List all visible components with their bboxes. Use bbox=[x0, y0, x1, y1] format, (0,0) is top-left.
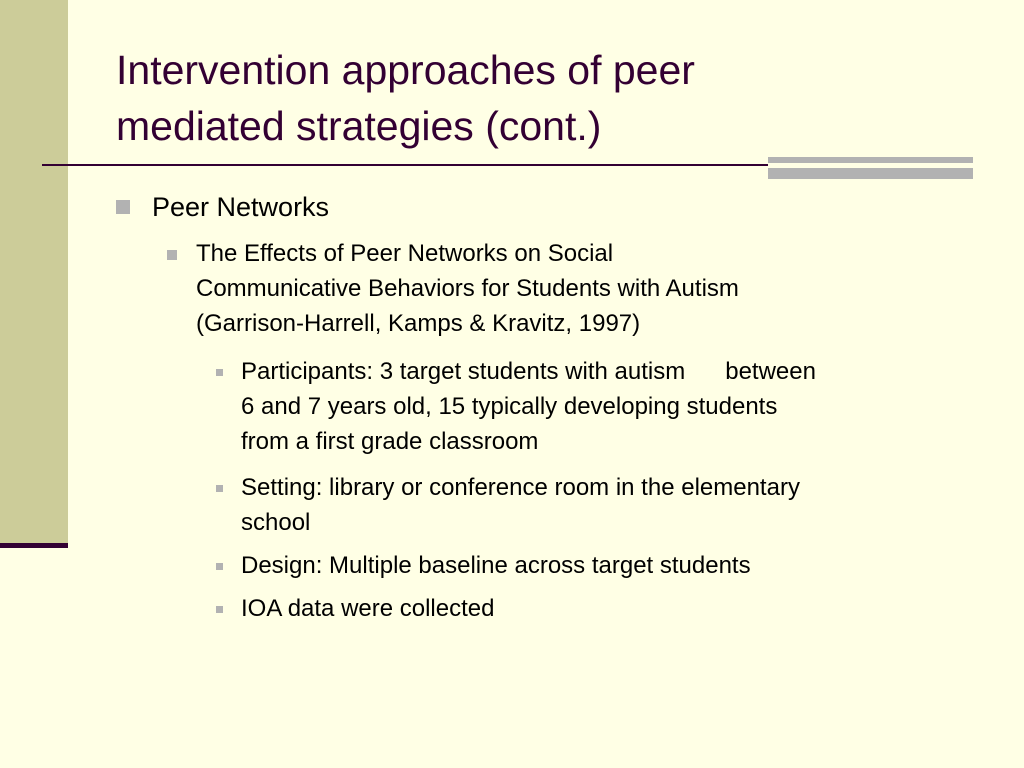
bullet-study-citation bbox=[196, 236, 936, 341]
bullet-ioa bbox=[241, 591, 961, 626]
bullet-text-line-2: 6 and 7 years old, 15 typically developing students bbox=[241, 393, 778, 420]
bullet-text-line-1: The Effects of Peer Networks on Social bbox=[196, 240, 614, 267]
slide-title-line-1: Intervention approaches of peer bbox=[116, 47, 695, 93]
bullet-text: Design: Multiple baseline across target students bbox=[241, 552, 751, 579]
bullet-text-line-2: school bbox=[241, 509, 311, 536]
square-bullet-icon bbox=[216, 369, 223, 376]
bullet-text-line-2: Communicative Behaviors for Students with Autism bbox=[196, 275, 739, 302]
slide-title-line-2: mediated strategies (cont.) bbox=[116, 103, 602, 149]
bullet-peer-networks bbox=[152, 188, 932, 226]
bullet-participants bbox=[241, 354, 961, 459]
bullet-text-line-1: Participants: 3 target students with autism between bbox=[241, 358, 816, 385]
bullet-text-line-3: from a first grade classroom bbox=[241, 428, 539, 455]
square-bullet-icon bbox=[216, 563, 223, 570]
square-bullet-icon bbox=[116, 200, 130, 214]
bullet-text-line-1: Setting: library or conference room in the elementary bbox=[241, 474, 800, 501]
bullet-text-line-3: (Garrison-Harrell, Kamps & Kravitz, 1997) bbox=[196, 310, 641, 337]
bullet-setting bbox=[241, 470, 961, 540]
square-bullet-icon bbox=[216, 485, 223, 492]
bullet-design bbox=[241, 548, 961, 583]
square-bullet-icon bbox=[167, 250, 177, 260]
bullet-text: Peer Networks bbox=[152, 192, 330, 222]
square-bullet-icon bbox=[216, 606, 223, 613]
bullet-text: IOA data were collected bbox=[241, 595, 495, 622]
